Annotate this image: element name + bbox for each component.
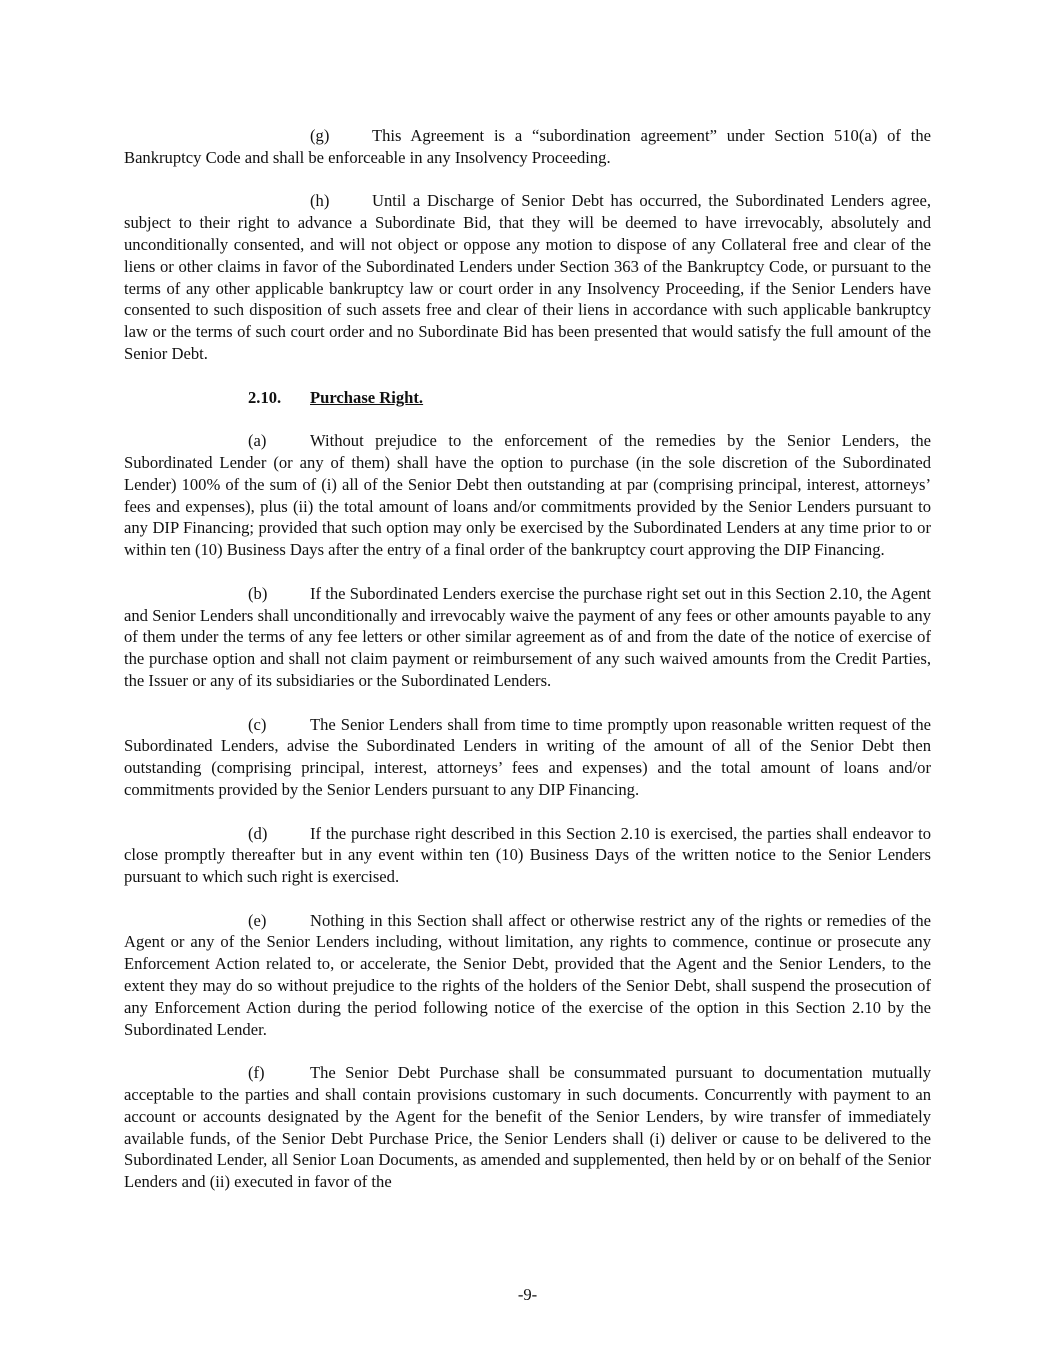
paragraph-c <box>124 714 931 801</box>
paragraph-label: (g) <box>310 126 330 145</box>
paragraph-label: (f) <box>248 1063 265 1083</box>
paragraph-d <box>124 823 931 888</box>
paragraph-label: (b) <box>248 583 268 603</box>
paragraph-label: (h) <box>310 191 330 211</box>
paragraph-f <box>124 1062 931 1193</box>
paragraph-label: (c) <box>248 714 267 734</box>
paragraph-b <box>124 583 931 692</box>
paragraph-text: Until a Discharge of Senior Debt has occurred, the Subordinated Lenders agree, subject to their right to advance a Subordinate Bid, that they will be deemed to have irrevocably, absolutely and unconditionally consented, and will not object or oppose any motion to dispose of any Collateral free and clear of the liens or other claims in favor of the Subordinated Lenders under Section 363 of the Bankruptcy Code, or pursuant to the terms of any other applicable bankruptcy law or court order in any Insolvency Proceeding, if the Senior Lenders have consented to such disposition of such assets free and clear of their liens in accordance with such applicable bankruptcy law or the terms of such court order and no Subordinate Bid has been presented that would satisfy the full amount of the Senior Debt. <box>124 191 931 363</box>
paragraph-text: If the purchase right described in this Section 2.10 is exercised, the parties shall endeavor to close promptly thereafter but in any event within ten (10) Business Days of the written notice to the Senior Lenders pursuant to which such right is exercised. <box>124 823 931 887</box>
paragraph-label: (d) <box>248 823 268 843</box>
section-number: 2.10. <box>248 387 282 407</box>
paragraph-label: (a) <box>248 431 267 451</box>
page-number: -9- <box>517 1285 538 1304</box>
paragraph-text: Without prejudice to the enforcement of the remedies by the Senior Lenders, the Subordinated Lender (or any of them) shall have the option to purchase (in the sole discretion of the Subordinated Lender) 100% of the sum of (i) all of the Senior Debt then outstanding at par (comprising principal, interest, attorneys’ fees and expenses), plus (ii) the total amount of loans and/or commitments provided by the Senior Lenders pursuant to any DIP Financing; provided that such option may only be exercised by the Subordinated Lenders at any time prior to or within ten (10) Business Days after the entry of a final order of the bankruptcy court approving the DIP Financing. <box>124 431 931 560</box>
paragraph-label: (e) <box>248 910 267 930</box>
paragraph-h <box>124 190 931 364</box>
paragraph-text: This Agreement is a “subordination agreement” under Section 510(a) of the Bankruptcy Code and shall be enforceable in any Insolvency Proceeding. <box>124 126 931 167</box>
paragraph-e <box>124 910 931 1041</box>
paragraph-a <box>124 430 931 561</box>
paragraph-text: Nothing in this Section shall affect or otherwise restrict any of the rights or remedies of the Agent or any of the Senior Lenders including, without limitation, any rights to commence, continue or prosecute any Enforcement Action related to, or accelerate, the Senior Debt, provided that the Agent and the Senior Lenders, to the extent they may do so without prejudice to the rights of the holders of the Senior Debt, shall suspend the prosecution of any Enforcement Action during the period following notice of the exercise of the option in this Section 2.10 by the Subordinated Lender. <box>124 910 931 1039</box>
paragraph-g <box>124 125 931 169</box>
paragraph-text: If the Subordinated Lenders exercise the purchase right set out in this Section 2.10, the Agent and Senior Lenders shall unconditionally and irrevocably waive the payment of any fees or other amounts payable to any of them under the terms of any fee letters or other similar agreement as of and from the date of the notice of exercise of the purchase option and shall not claim payment or reimbursement of any such waived amounts from the Credit Parties, the Issuer or any of its subsidiaries or the Subordinated Lenders. <box>124 583 931 690</box>
paragraph-text: The Senior Lenders shall from time to time promptly upon reasonable written request of the Subordinated Lenders, advise the Subordinated Lenders in writing of the amount of all of the Senior Debt then outstanding (comprising principal, interest, attorneys’ fees and expenses) and the total amount of loans and/or commitments provided by the Senior Lenders pursuant to any DIP Financing. <box>124 714 931 799</box>
document-page <box>124 125 931 1215</box>
section-title: Purchase Right. <box>310 387 424 407</box>
paragraph-text: The Senior Debt Purchase shall be consummated pursuant to documentation mutually acceptable to the parties and shall contain provisions customary in such documents. Concurrently with payment to an account or accounts designated by the Agent for the benefit of the Senior Lenders, by wire transfer of immediately available funds, of the Senior Debt Purchase Price, the Senior Lenders shall (i) deliver or cause to be delivered to the Subordinated Lender, all Senior Loan Documents, as amended and supplemented, then held by or on behalf of the Senior Lenders and (ii) executed in favor of the <box>124 1063 931 1192</box>
section-heading <box>124 387 931 409</box>
